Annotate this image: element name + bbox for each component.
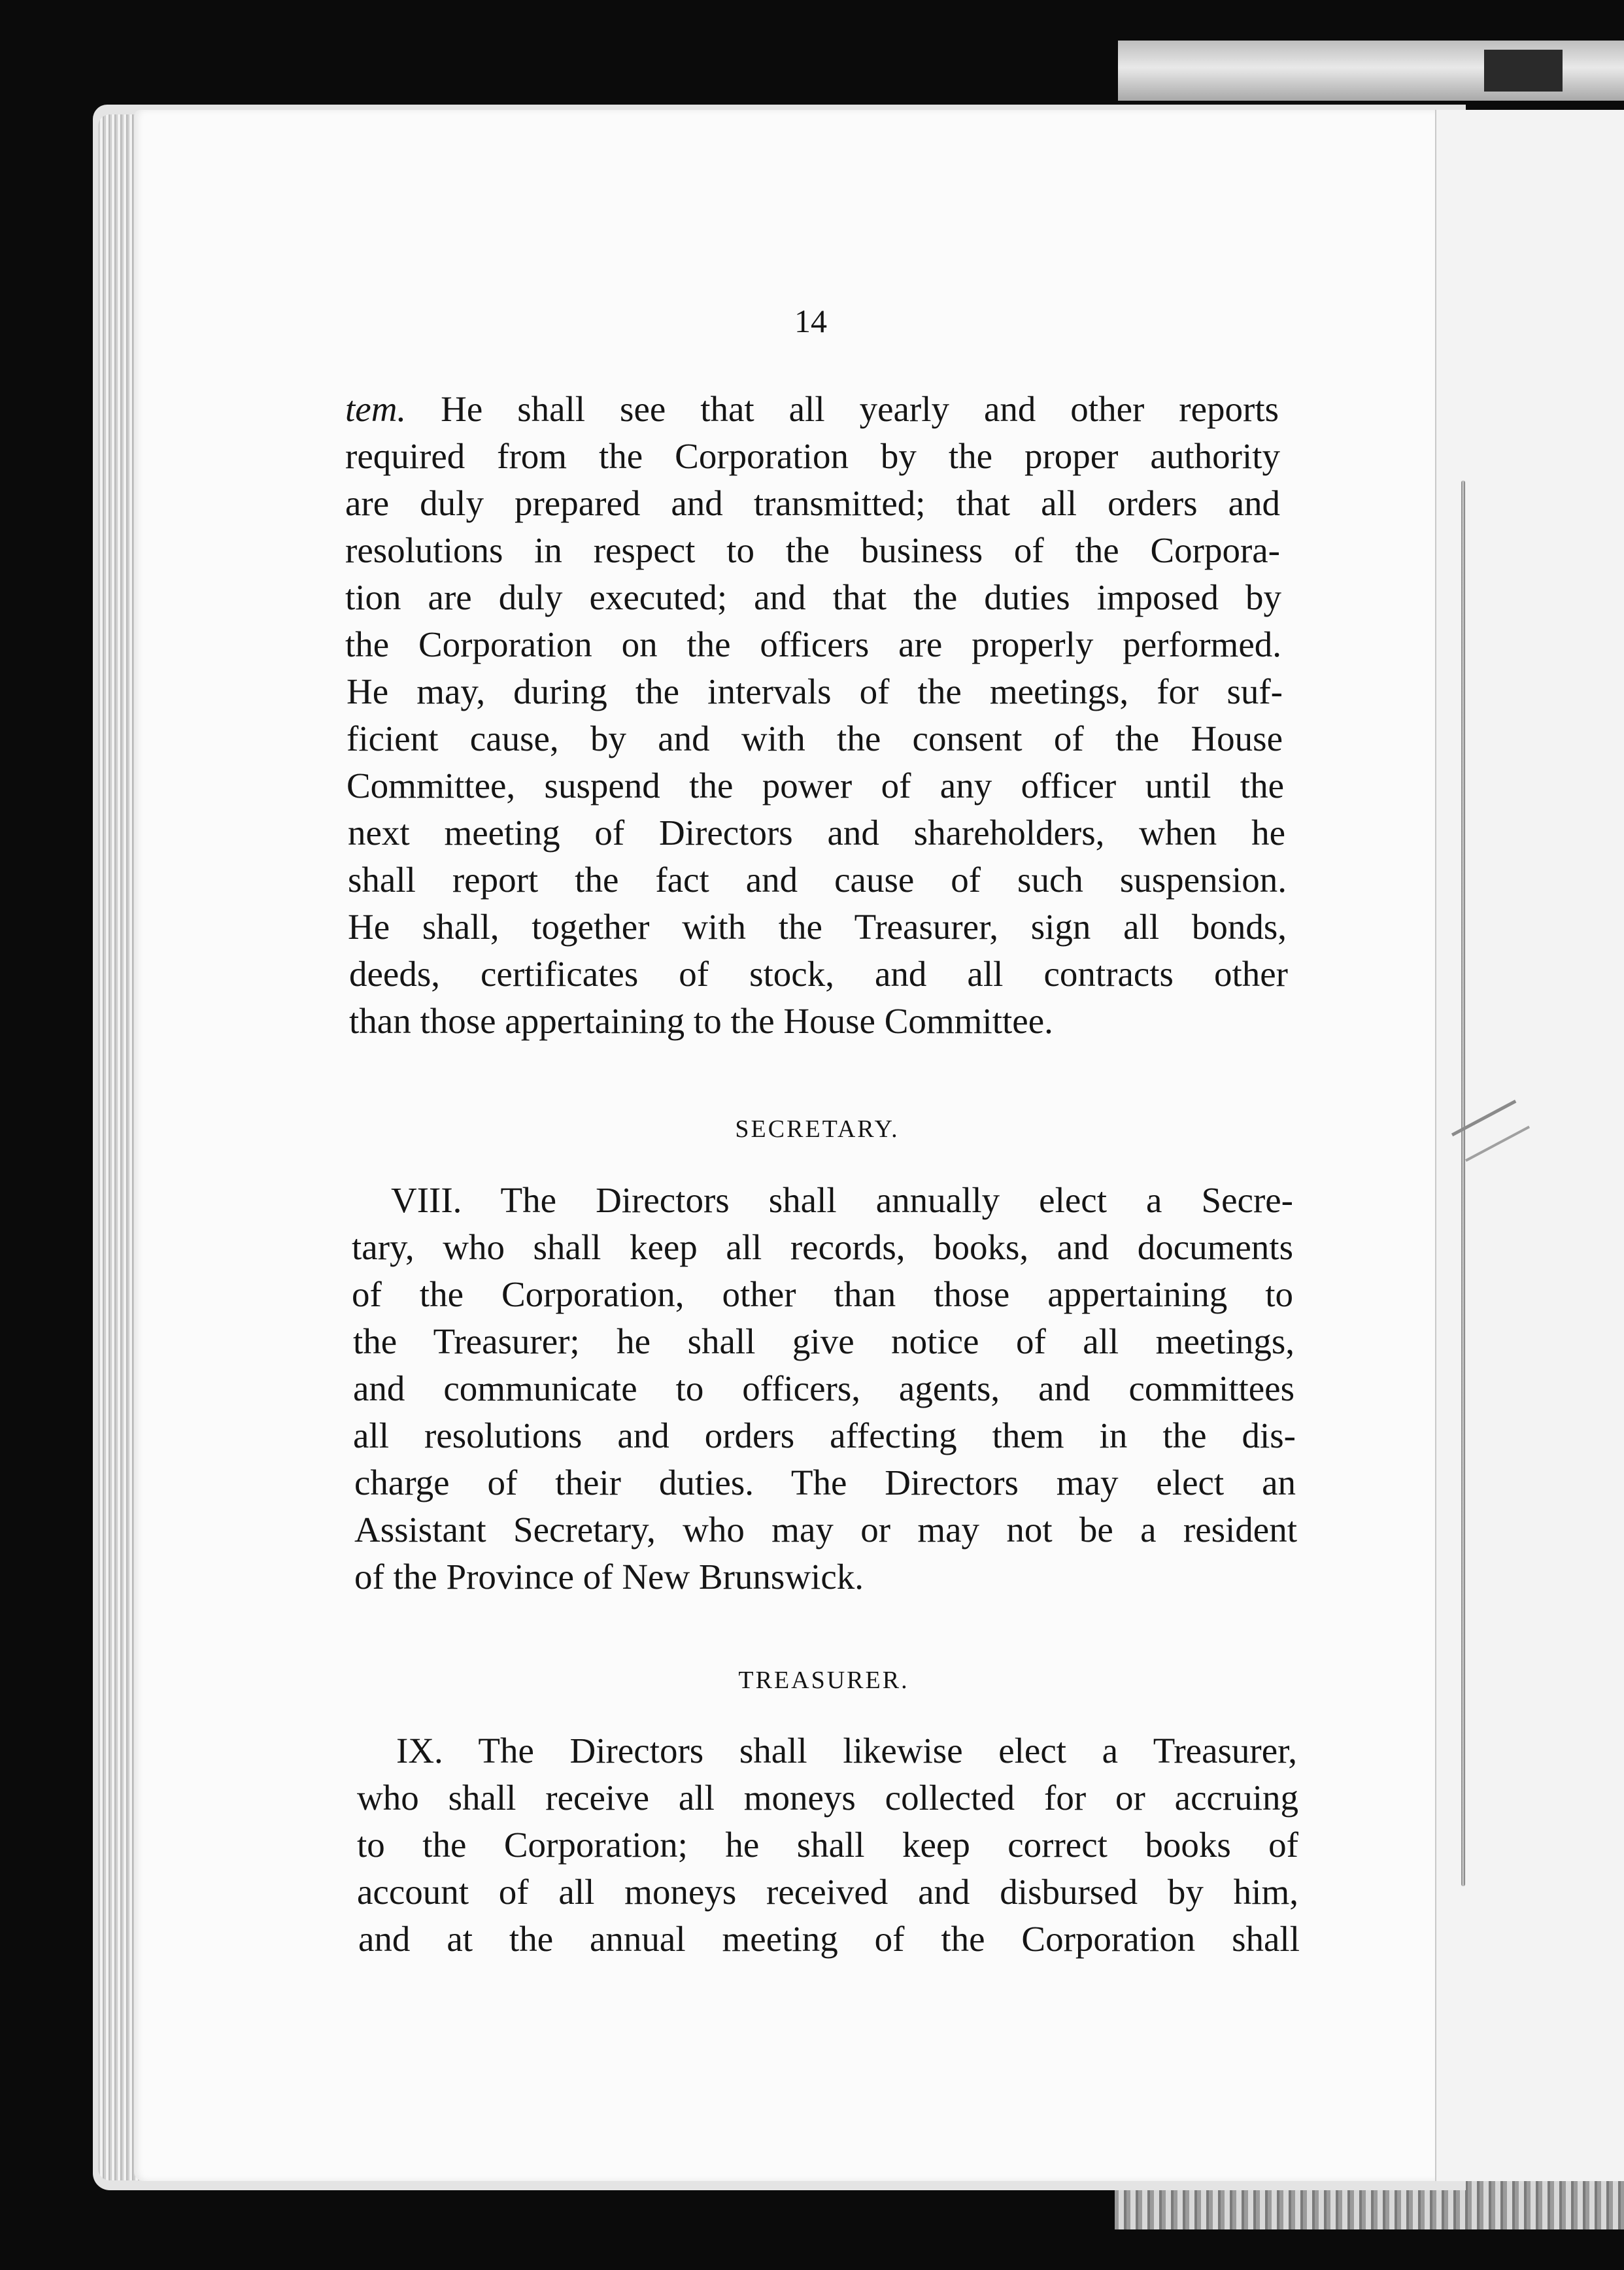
paragraph-line: the Treasurer; he shall give notice of all meetings, [353, 1321, 1294, 1361]
section-heading-secretary: SECRETARY. [735, 1115, 900, 1143]
italic-fragment: tem. [345, 389, 407, 429]
paragraph-line: and communicate to officers, agents, and committees [353, 1368, 1294, 1408]
binding-string [1461, 481, 1465, 1886]
paragraph-line: to the Corporation; he shall keep correct books of [357, 1825, 1298, 1865]
paragraph-line: charge of their duties. The Directors may elect an [354, 1463, 1296, 1502]
paragraph-line: ficient cause, by and with the consent of the House [347, 719, 1283, 758]
paragraph-line: He may, during the intervals of the meetings, for suf- [347, 671, 1283, 711]
paragraph-line: tem. He shall see that all yearly and other reports [345, 389, 1279, 429]
paragraph-line: IX. The Directors shall likewise elect a Treasurer, [396, 1731, 1297, 1770]
paragraph-line: required from the Corporation by the proper authority [345, 436, 1280, 476]
paragraph-line: next meeting of Directors and shareholders, when he [348, 813, 1285, 853]
paragraph-line: tary, who shall keep all records, books, and documents [352, 1227, 1293, 1267]
paragraph-line: than those appertaining to the House Committee. [349, 1001, 1053, 1041]
paragraph-line: He shall, together with the Treasurer, sign all bonds, [348, 907, 1287, 947]
paragraph-line: who shall receive all moneys collected for or accruing [357, 1778, 1298, 1818]
page-number: 14 [794, 303, 827, 339]
paragraph-line: account of all moneys received and disbursed by him, [357, 1872, 1298, 1912]
paragraph-line: VIII. The Directors shall annually elect a Secre- [391, 1180, 1293, 1220]
paragraph-line: resolutions in respect to the business of the Corpora- [345, 530, 1280, 570]
paragraph-line: all resolutions and orders affecting them in the dis- [353, 1415, 1296, 1455]
paragraph-line: Committee, suspend the power of any officer until the [347, 766, 1284, 805]
paragraph-line: deeds, certificates of stock, and all contracts other [349, 954, 1288, 994]
paragraph-line: the Corporation on the officers are properly performed. [345, 624, 1281, 664]
paragraph-line: tion are duly executed; and that the duties imposed by [345, 577, 1281, 617]
paragraph-line: shall report the fact and cause of such suspension. [348, 860, 1287, 900]
paragraph-line: Assistant Secretary, who may or may not be a resident [354, 1510, 1297, 1550]
section-heading-treasurer: TREASURER. [738, 1667, 909, 1694]
paragraph-line: of the Province of New Brunswick. [354, 1557, 864, 1597]
paragraph-line: of the Corporation, other than those appertaining to [352, 1274, 1293, 1314]
torn-edge-top [1118, 41, 1624, 101]
paragraph-line: are duly prepared and transmitted; that all orders and [345, 483, 1280, 523]
paragraph-line: and at the annual meeting of the Corporation shall [358, 1919, 1300, 1959]
